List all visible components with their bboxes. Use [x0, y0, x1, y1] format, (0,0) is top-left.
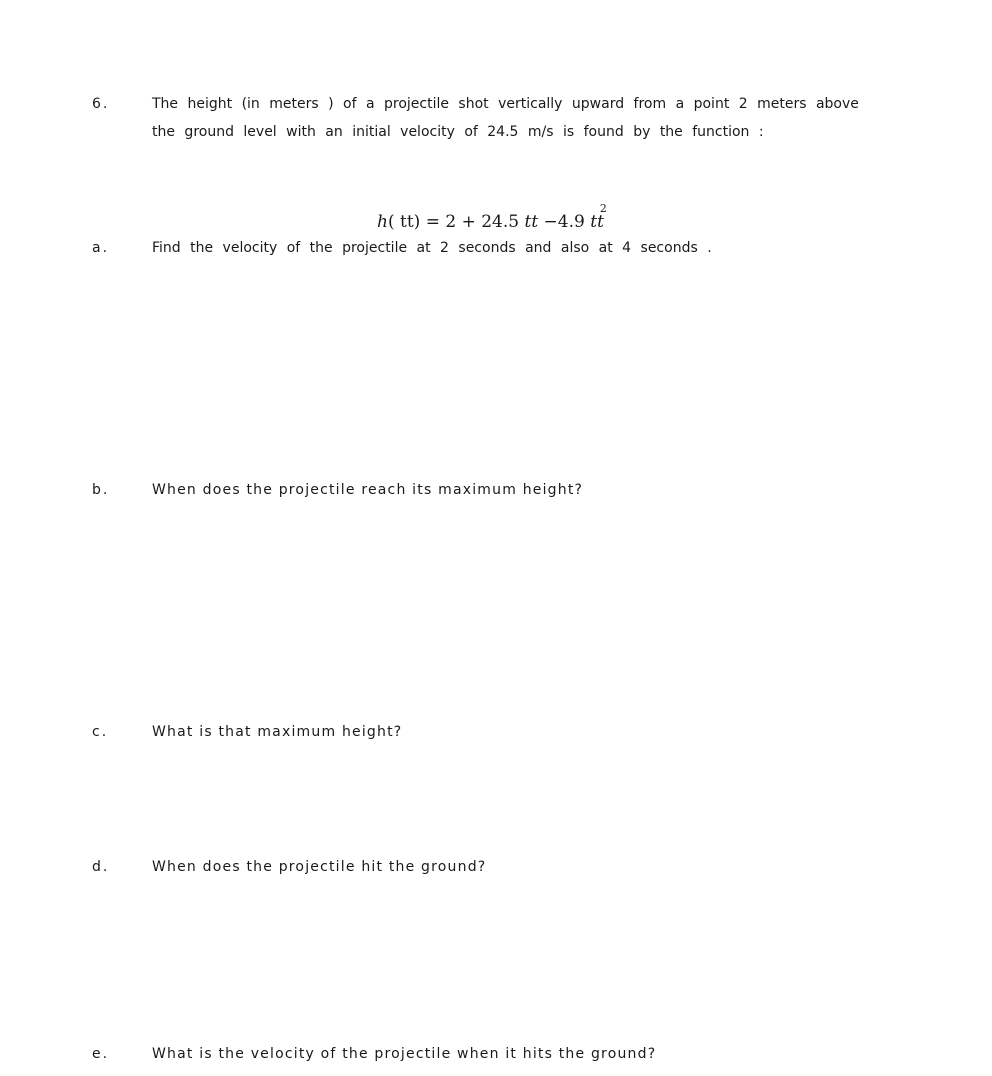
part-c-question: What is that maximum height? [152, 724, 403, 740]
part-e-label: e. [92, 1046, 110, 1062]
part-d-question: When does the projectile hit the ground? [152, 859, 487, 875]
formula-function-argument: ( tt) [387, 212, 421, 232]
formula-exponent: 2 [599, 202, 607, 215]
part-b-label: b. [92, 482, 110, 498]
part-e-question: What is the velocity of the projectile when it hits the ground? [152, 1046, 657, 1062]
formula-equals: = [420, 212, 446, 232]
formula-quadratic-coefficient: −4.9 [538, 212, 591, 232]
part-a-label: a. [92, 240, 110, 256]
height-formula [377, 202, 611, 235]
part-d-label: d. [92, 859, 110, 875]
part-c-label: c. [92, 724, 109, 740]
formula-constant: 2 + 24.5 [445, 212, 525, 232]
part-b-question: When does the projectile reach its maximum height? [152, 482, 584, 498]
problem-intro-line-2: the ground level with an initial velocity of 24.5 m/s is found by the function : [152, 124, 764, 140]
formula-function-name: h [377, 212, 388, 232]
problem-intro-line-1: The height (in meters ) of a projectile shot vertically upward from a point 2 meters above [152, 96, 859, 112]
part-a-question: Find the velocity of the projectile at 2 seconds and also at 4 seconds . [152, 240, 712, 256]
problem-number: 6. [92, 96, 110, 112]
formula-quadratic-variable: tt [590, 212, 604, 232]
formula-linear-variable: tt [524, 212, 539, 232]
